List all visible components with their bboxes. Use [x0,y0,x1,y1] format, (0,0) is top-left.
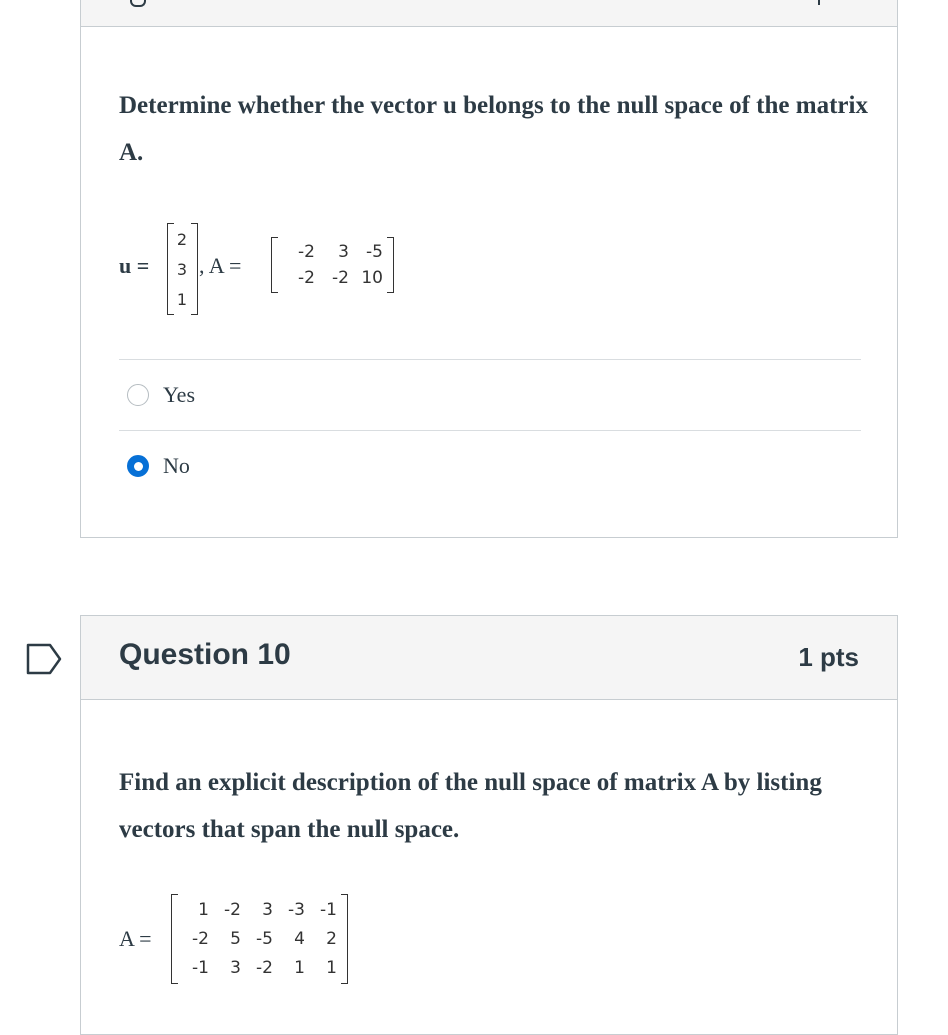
question-10-card [80,615,898,1035]
option-no[interactable] [127,453,190,479]
question-10-header [81,616,897,700]
question-10-points: 1 pts [798,642,859,672]
question-9-header [81,0,897,27]
option-no-label: No [163,453,190,478]
question-9-title-fragment [130,0,146,7]
question-9-card [80,0,898,538]
flag-question-icon[interactable] [26,643,64,675]
question-10-title: Question 10 [119,638,291,671]
divider [119,359,861,360]
a-label-q10: A = [119,926,152,951]
question-9-text: Determine whether the vector u belongs to the null space of the matrix A. [119,92,868,166]
u-label: u = [119,253,150,278]
a-matrix-q10: 1 -2 3 -3 -1 -2 5 -5 4 2 -1 3 -2 1 1 [192,900,337,978]
question-9-points-fragment [818,0,820,5]
a-matrix: -2 3 -5 -2 -2 10 [298,242,383,288]
a-label: , A = [199,253,242,278]
a-right-bracket-q10 [341,894,348,984]
divider [119,430,861,431]
a-right-bracket [387,237,394,293]
option-yes[interactable] [127,382,195,408]
radio-yes[interactable] [127,384,149,406]
u-vector: 2 3 1 [176,230,188,309]
radio-no-selected[interactable] [127,455,149,477]
question-10-text: Find an explicit description of the null space of matrix A by listing vectors that span the null space. [119,769,822,843]
u-right-bracket [191,223,198,315]
option-yes-label: Yes [163,382,196,407]
